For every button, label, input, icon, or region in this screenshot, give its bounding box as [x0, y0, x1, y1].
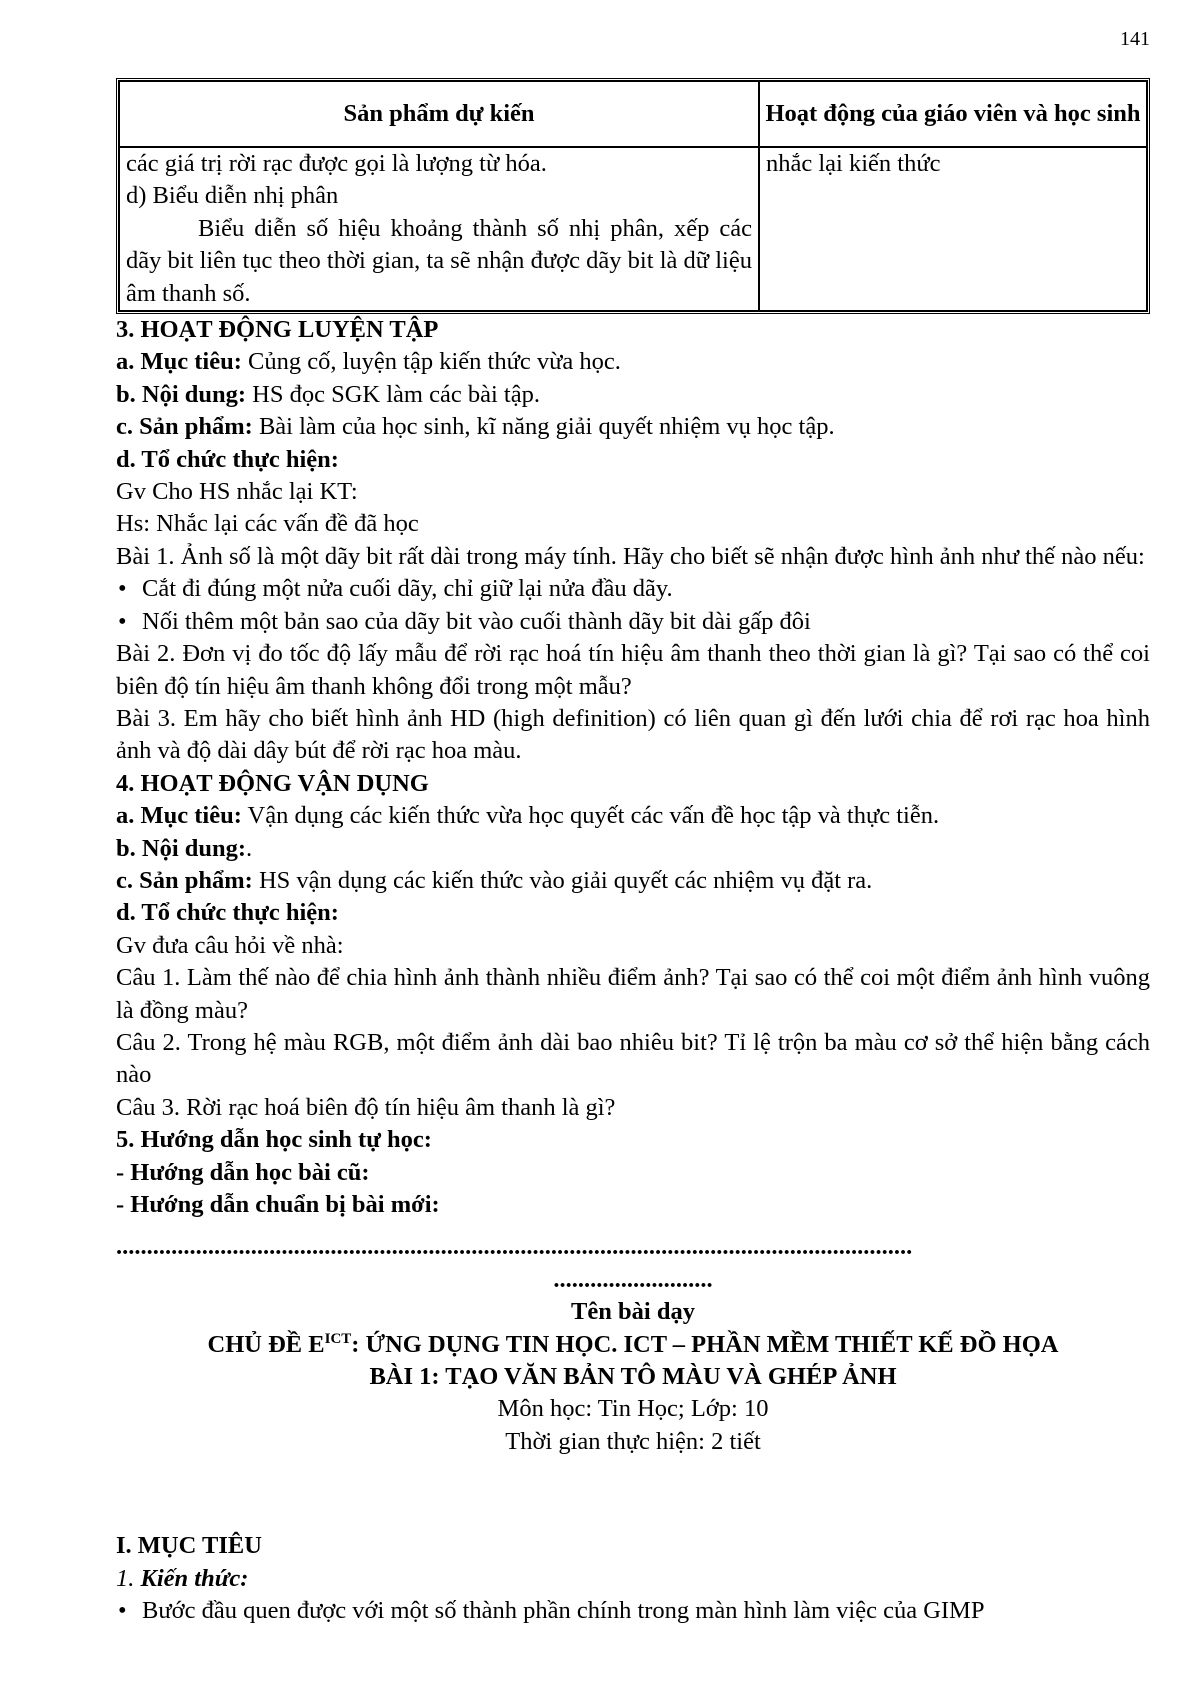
lesson-duration: Thời gian thực hiện: 2 tiết: [505, 1427, 761, 1455]
cell-line: d) Biểu diễn nhị phân: [126, 182, 339, 210]
text: HS đọc SGK làm các bài tập.: [246, 380, 540, 408]
text: Vận dụng các kiến thức vừa học quyết các vấn đề học tập và thực tiễn.: [241, 802, 940, 830]
section3-hs: Hs: Nhắc lại các vấn đề đã học: [116, 510, 419, 538]
label: b. Nội dung:: [116, 834, 247, 862]
bullet-icon: •: [118, 1597, 127, 1625]
sub-number: 1.: [116, 1564, 135, 1592]
section4-organize: d. Tổ chức thực hiện:: [116, 899, 339, 927]
section3-gv: Gv Cho HS nhắc lại KT:: [116, 478, 358, 506]
question-3: Câu 3. Rời rạc hoá biên độ tín hiệu âm thanh là gì?: [116, 1093, 616, 1121]
label: b. Nội dung:: [116, 380, 247, 408]
section5-item-new: - Hướng dẫn chuẩn bị bài mới:: [116, 1191, 440, 1218]
separator-long: ..................................................................................................................................: [116, 1233, 913, 1261]
bullet-item: [116, 606, 1150, 638]
bullet-text: Nối thêm một bản sao của dãy bit vào cuối thành dãy bit dài gấp đôi: [142, 607, 811, 635]
topic-prefix: CHỦ ĐỀ E: [207, 1330, 325, 1358]
lesson-label: Tên bài dạy: [571, 1298, 695, 1326]
page-number: 141: [1120, 28, 1150, 50]
table-cell-products: [119, 147, 759, 311]
section5-heading: 5. Hướng dẫn học sinh tự học:: [116, 1126, 432, 1154]
topic-sup: ICT: [324, 1330, 352, 1347]
text: Củng cố, luyện tập kiến thức vừa học.: [241, 348, 621, 376]
table-row: [119, 147, 1147, 311]
exercise-2: Bài 2. Đơn vị đo tốc độ lấy mẫu để rời rạc hoá tín hiệu âm thanh theo thời gian là gì? Tại sao có thể coi biên độ tín hiệu âm thanh không đổi trong một mẫu?: [116, 640, 1150, 700]
table-header-products: Sản phẩm dự kiến: [119, 81, 759, 147]
section3-heading: 3. HOẠT ĐỘNG LUYỆN TẬP: [116, 316, 439, 344]
section3-objective: [116, 346, 1150, 378]
lesson-title: BÀI 1: TẠO VĂN BẢN TÔ MÀU VÀ GHÉP ẢNH: [369, 1363, 897, 1391]
exercise-1: Bài 1. Ảnh số là một dãy bit rất dài trong máy tính. Hãy cho biết sẽ nhận được hình ảnh như thế nào nếu:: [116, 542, 1145, 570]
label: a. Mục tiêu:: [116, 802, 242, 830]
bullet-icon: •: [118, 607, 127, 635]
table-cell-activities: nhắc lại kiến thức: [759, 147, 1147, 311]
section5-item-old: - Hướng dẫn học bài cũ:: [116, 1158, 370, 1186]
cell-line: các giá trị rời rạc được gọi là lượng từ hóa.: [126, 150, 547, 177]
bullet-icon: •: [118, 575, 127, 603]
lesson-subject: Môn học: Tin Học; Lớp: 10: [497, 1395, 769, 1423]
topic-rest: : ỨNG DỤNG TIN HỌC. ICT – PHẦN MỀM THIẾT KẾ ĐỒ HỌA: [351, 1330, 1059, 1358]
section4-gv: Gv đưa câu hỏi về nhà:: [116, 931, 344, 959]
section4-content: [116, 833, 1150, 865]
table-header-activities: Hoạt động của giáo viên và học sinh: [759, 81, 1147, 147]
text: HS vận dụng các kiến thức vào giải quyết các nhiệm vụ đặt ra.: [252, 866, 873, 894]
bullet-item: [116, 573, 1150, 605]
lesson-table: [116, 78, 1150, 314]
question-2: Câu 2. Trong hệ màu RGB, một điểm ảnh dài bao nhiêu bit? Tỉ lệ trộn ba màu cơ sở thể hiện bằng cách nào: [116, 1028, 1150, 1089]
text: Bài làm của học sinh, kĩ năng giải quyết nhiệm vụ học tập.: [252, 413, 835, 441]
page-content: [116, 78, 1150, 1627]
objectives-subheading: [116, 1563, 1150, 1595]
section3-content: [116, 379, 1150, 411]
text: .: [246, 834, 253, 862]
objectives-heading: I. MỤC TIÊU: [116, 1532, 262, 1560]
exercise-3: Bài 3. Em hãy cho biết hình ảnh HD (high definition) có liên quan gì đến lưới chia để rơi rạc hoa hình ảnh và độ dài dây bút để rời rạc hoa màu.: [116, 704, 1150, 765]
label: c. Sản phẩm:: [116, 413, 253, 441]
bullet-text: Bước đầu quen được với một số thành phần chính trong màn hình làm việc của GIMP: [142, 1597, 985, 1625]
sub-label: Kiến thức:: [134, 1564, 249, 1592]
bullet-text: Cắt đi đúng một nửa cuối dãy, chỉ giữ lại nửa đầu dãy.: [142, 575, 673, 603]
label: a. Mục tiêu:: [116, 348, 242, 376]
bullet-item: [116, 1595, 1150, 1627]
section4-objective: [116, 800, 1150, 832]
question-1: Câu 1. Làm thế nào để chia hình ảnh thành nhiều điểm ảnh? Tại sao có thể coi một điểm ảnh hình vuông là đồng màu?: [116, 964, 1150, 1024]
section3-product: [116, 411, 1150, 443]
label: c. Sản phẩm:: [116, 866, 253, 894]
table-header-row: [119, 81, 1147, 147]
lesson-topic: [116, 1329, 1150, 1361]
section4-heading: 4. HOẠT ĐỘNG VẬN DỤNG: [116, 769, 429, 797]
separator-short: ..........................: [553, 1265, 713, 1293]
spacer: [116, 1458, 1150, 1530]
cell-paragraph: Biểu diễn số hiệu khoảng thành số nhị phân, xếp các dãy bit liên tục theo thời gian, ta sẽ nhận được dãy bit là dữ liệu âm thanh số.: [126, 214, 752, 307]
section3-organize: d. Tổ chức thực hiện:: [116, 445, 339, 473]
section4-product: [116, 865, 1150, 897]
